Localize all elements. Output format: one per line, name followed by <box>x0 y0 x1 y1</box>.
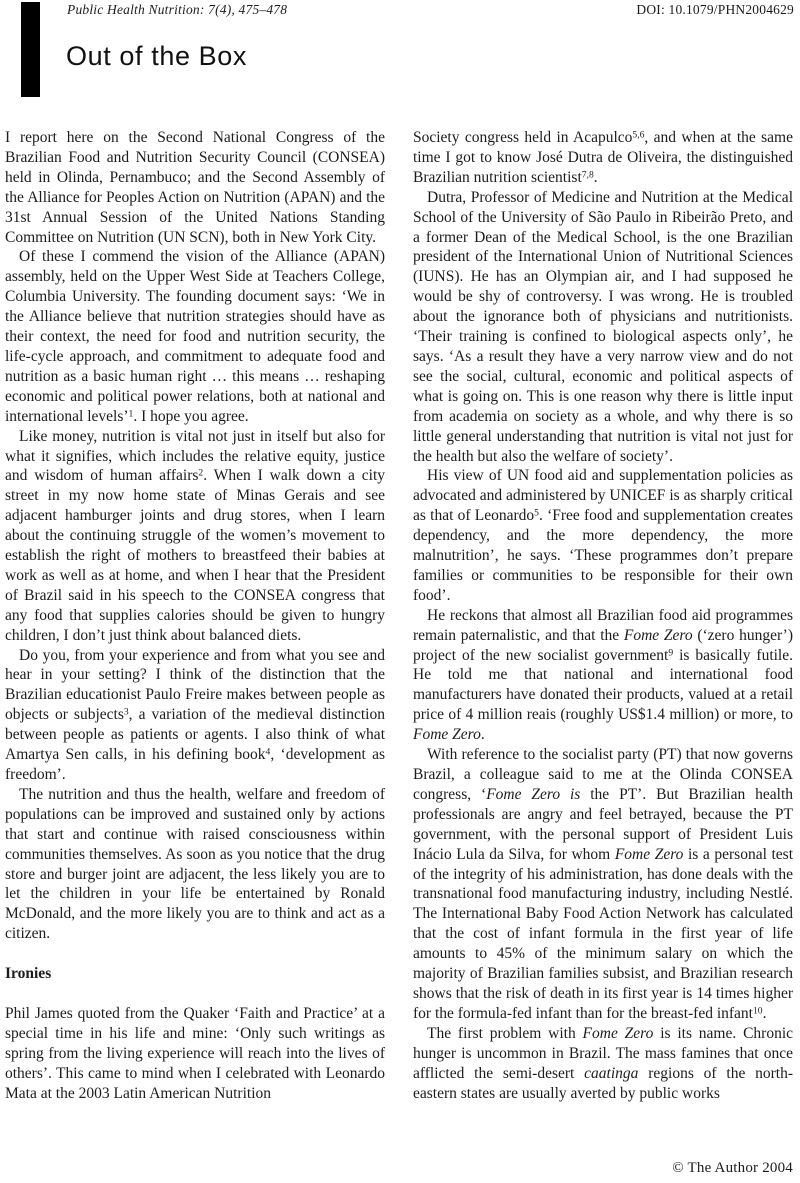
paragraph <box>5 785 385 944</box>
reference-superscript: 5 <box>534 507 539 519</box>
reference-superscript: 7,8 <box>581 169 594 181</box>
reference-superscript: 3 <box>123 706 129 718</box>
reference-superscript: 10 <box>753 1005 763 1017</box>
text-run: is its name. Chronic hunger is uncommon in Brazil. The mass famines that once afflicted the semi-desert <box>413 1024 793 1082</box>
text-run: . <box>593 168 598 186</box>
paragraph <box>5 247 385 426</box>
text-run: Dutra, Professor of Medicine and Nutrition at the Medical School of the University of São Paulo in Ribeirão Preto, and a former Dean of the Medical School, is the one Brazilian president of the International Union of Nutritional Sciences (IUNS). He has an Olympian air, and I had supposed he would be shy of controversy. I was wrong. He is troubled about the ignorance both of physicians and nutritionists. ‘Their training is confined to biological aspects only’, he says. ‘As a result they have a very narrow view and do not see the social, cultural, economic and political aspects of what is going on. This is one reason why there is little input from academia on society as a whole, and why there is so little general understanding that nutrition is vital not just for the health but also the welfare of society’. <box>413 188 793 465</box>
text-run: Do you, from your experience and from what you see and hear in your setting? I think of the distinction that the Brazilian educationist Paulo Freire makes between people as objects or subjects <box>5 646 385 724</box>
text-run: is a personal test of the integrity of his administration, has done deals with the transnational food manufacturing industry, including Nestlé. The International Baby Food Action Network has calculated that the cost of infant formula in the first year of life amounts to 45% of the minimum salary on which the majority of Brazilian families subsist, and Brazilian research shows that the risk of death in its first year is 14 times higher for the formula-fed infant than for the breast-fed infant <box>413 845 794 1022</box>
right-column <box>413 128 793 1104</box>
text-run: Ironies <box>5 965 52 983</box>
paragraph <box>5 1004 385 1104</box>
reference-superscript: 1 <box>128 408 134 420</box>
paragraph <box>413 188 793 467</box>
text-run: , and when at the same time I got to know José Dutra de Oliveira, the distinguished Brazilian nutrition scientist <box>413 129 793 186</box>
article-body <box>5 128 793 1104</box>
copyright-notice: © The Author 2004 <box>672 1160 793 1176</box>
paragraph <box>5 128 385 247</box>
text-run: The nutrition and thus the health, welfare and freedom of populations can be improved and sustained only by actions that start and continue with raised consciousness within communities themselves. As soon as you notice that the drug store and burger joint are adjacent, the less likely you are to let the children in your life be entertained by Ronald McDonald, and the more likely you are to think and act as a citizen. <box>5 785 385 943</box>
section-heading <box>5 964 385 984</box>
text-run: Phil James quoted from the Quaker ‘Faith and Practice’ at a special time in his life and mine: ‘Only such writings as spring from the living experience will reach into the lives of others’. This came to mind when I celebrated with Leonardo Mata at the 2003 Latin American Nutrition <box>5 1005 385 1102</box>
paragraph <box>413 1024 793 1104</box>
reference-superscript: 5,6 <box>632 129 645 141</box>
journal-reference: Public Health Nutrition: 7(4), 475–478 <box>67 2 288 17</box>
text-run: Fome Zero <box>413 726 481 744</box>
text-run: Fome Zero <box>623 626 693 644</box>
text-run: , a variation of the medieval distinction between people as patients or agents. I also think of what Amartya Sen calls, in his defining book <box>5 706 385 764</box>
journal-accent-bar <box>21 2 40 97</box>
text-run: . ‘Free food and supplementation creates dependency, and the more dependency, the more malnutrition’, he says. ‘These programmes don’t prepare families or communities to be responsible for their own food’. <box>413 507 793 604</box>
paragraph <box>5 427 385 646</box>
page-header <box>67 2 794 18</box>
text-run: The first problem with <box>427 1024 583 1042</box>
paragraph <box>413 128 793 188</box>
text-run: . When I walk down a city street in my now home state of Minas Gerais and see adjacent hamburger joints and drug stores, when I learn about the continuing struggle of the women’s movement to establish the right of mothers to breastfeed their babies at work as well as at home, and when I hear that the President of Brazil said in his speech to the CONSEA congress that any food that supplies calories should be given to hungry children, I don’t just think about balanced diets. <box>5 467 385 644</box>
text-run: , ‘development as freedom’. <box>5 746 385 783</box>
paragraph <box>413 606 793 745</box>
text-run: Society congress held in Acapulco <box>413 129 633 146</box>
text-run: His view of UN food aid and supplementation policies as advocated and administered by UNICEF is as sharply critical as that of Leonardo <box>413 467 793 525</box>
page-title: Out of the Box <box>66 41 247 71</box>
text-run: I report here on the Second National Congress of the Brazilian Food and Nutrition Security Council (CONSEA) held in Olinda, Pernambuco; and the Second Assembly of the Alliance for Peoples Action on Nutrition (APAN) and the 31st Annual Session of the United Nations Standing Committee on Nutrition (UN SCN), both in New York City. <box>5 129 385 246</box>
doi: DOI: 10.1079/PHN2004629 <box>636 2 794 17</box>
text-run: is basically futile. He told me that national and international food manufacturers have donated their products, valued at a retail price of 4 million reais (roughly US$1.4 million) or more, to <box>413 646 793 724</box>
paragraph <box>5 646 385 785</box>
text-run: regions of the north-eastern states are usually averted by public works <box>413 1064 794 1102</box>
text-run: Like money, nutrition is vital not just in itself but also for what it signifies, which includes the relative equity, justice and wisdom of human affairs <box>5 427 385 485</box>
text-run: Fome Zero <box>582 1024 654 1042</box>
text-run: . <box>762 1004 767 1022</box>
paragraph <box>413 745 793 1024</box>
text-run: . <box>480 726 485 744</box>
reference-superscript: 9 <box>668 647 674 659</box>
text-run: (‘zero hunger’) project of the new socialist government <box>413 626 794 664</box>
text-run: Fome Zero is <box>486 785 581 803</box>
text-run: He reckons that almost all Brazilian food aid programmes remain paternalistic, and that the <box>413 606 793 644</box>
reference-superscript: 2 <box>198 468 204 480</box>
text-run: With reference to the socialist party (PT) that now governs Brazil, a colleague said to me at the Olinda CONSEA congress, ‘ <box>413 746 793 803</box>
text-run: . I hope you agree. <box>133 407 249 425</box>
text-run: caatinga <box>584 1064 639 1082</box>
text-run: Of these I commend the vision of the Alliance (APAN) assembly, held on the Upper West Side at Teachers College, Columbia University. The founding document says: ‘We in the Alliance believe that nutrition strategies should have as their context, the need for food and nutrition security, the life-cycle approach, and commitment to adequate food and nutrition as a basic human right … this means … reshaping economic and political power relations, both at national and international levels’ <box>5 248 385 425</box>
reference-superscript: 4 <box>265 746 271 758</box>
text-run: the PT’. But Brazilian health professionals are angry and feel betrayed, because the PT government, with the personal support of President Luis Inácio Lula da Silva, for whom <box>413 785 794 863</box>
paragraph <box>413 466 793 605</box>
text-run: Fome Zero <box>614 845 684 863</box>
left-column <box>5 128 385 1104</box>
